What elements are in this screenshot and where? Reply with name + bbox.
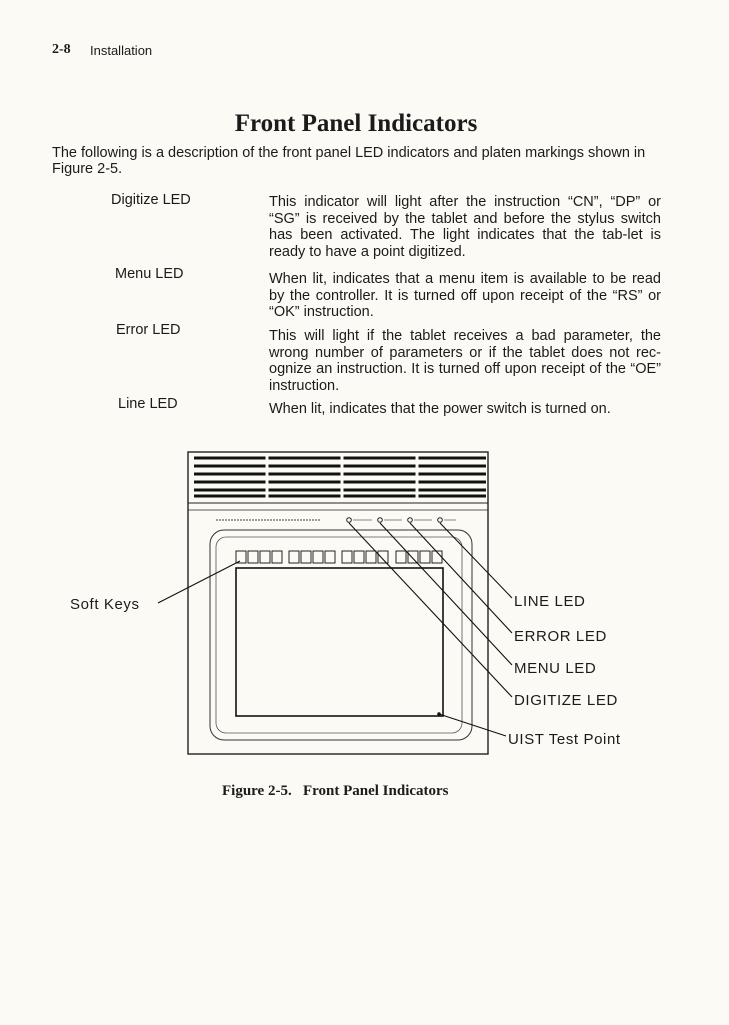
- error-led-leader: [410, 523, 512, 633]
- soft-keys-leader: [158, 561, 240, 603]
- figure-caption: [222, 783, 449, 800]
- term-error-led: Error LED: [116, 322, 181, 338]
- digitize-led-label: DIGITIZE LED: [514, 692, 618, 709]
- platen-outer-frame: [210, 530, 472, 740]
- menu-led-label: MENU LED: [514, 660, 597, 677]
- caption-number: Figure 2-5.: [222, 783, 292, 799]
- desc-error-led: This will light if the tablet receives a bad parameter, the wrong number of parameters or if the tablet does not rec-ognize an instruction. It is turned off upon receipt of the “OE” instruction.: [269, 328, 661, 394]
- desc-menu-led: When lit, indicates that a menu item is available to be read by the controller. It is turned off upon receipt of the “RS” or “OK” instruction.: [269, 271, 661, 320]
- vent-grille: [194, 458, 486, 496]
- uist-test-point-label: UIST Test Point: [508, 731, 621, 748]
- line-led-marker: [438, 518, 443, 523]
- term-line-led: Line LED: [118, 396, 178, 412]
- error-led-marker: [408, 518, 413, 523]
- desc-line-led: When lit, indicates that the power switch is turned on.: [269, 401, 611, 417]
- digitize-led-marker: [347, 518, 352, 523]
- menu-led-leader: [380, 523, 512, 665]
- page-title: Front Panel Indicators: [234, 110, 478, 137]
- menu-led-marker: [378, 518, 383, 523]
- term-menu-led: Menu LED: [115, 266, 184, 282]
- error-led-label: ERROR LED: [514, 628, 607, 645]
- page-number: 2-8: [52, 42, 71, 57]
- section-name: Installation: [90, 43, 153, 58]
- line-led-label: LINE LED: [514, 593, 586, 610]
- line-led-leader: [440, 523, 512, 598]
- intro-paragraph: The following is a description of the front panel LED indicators and platen markings shown in Figure 2-5.: [52, 145, 646, 177]
- soft-keys-label: Soft Keys: [70, 596, 140, 613]
- term-digitize-led: Digitize LED: [111, 192, 191, 208]
- desc-digitize-led: This indicator will light after the instruction “CN”, “DP” or “SG” is received by the tablet and before the stylus switch has been activated. The light indicates that the tab-let is ready to have a point digitized.: [269, 194, 661, 260]
- caption-title: Front Panel Indicators: [302, 783, 449, 799]
